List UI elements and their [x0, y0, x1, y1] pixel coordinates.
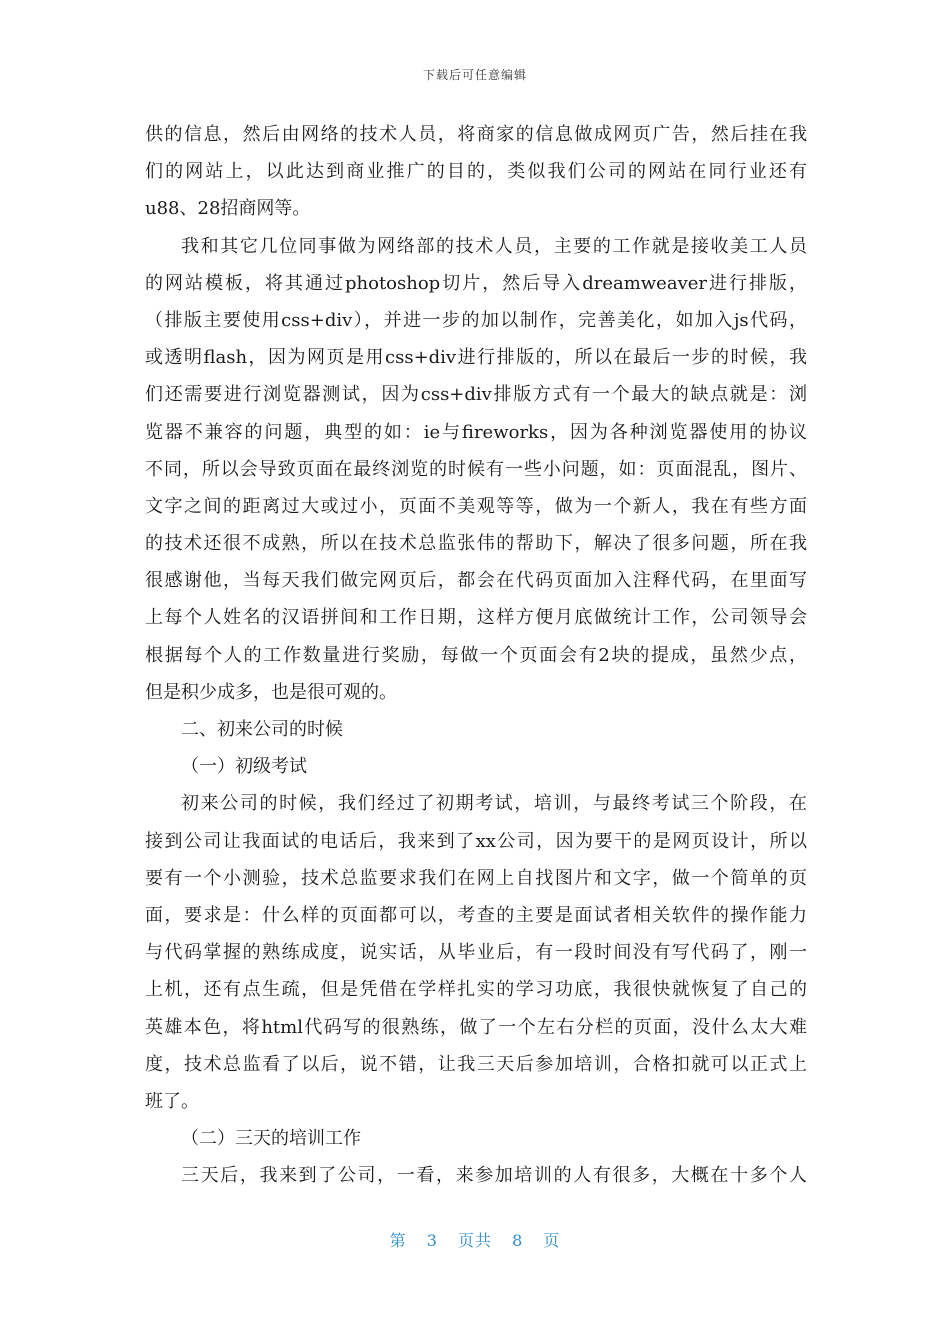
text-line: 根据每个人的工作数量进行奖励，每做一个页面会有2块的提成，虽然少点，: [145, 644, 807, 666]
text-line: 们的网站上，以此达到商业推广的目的，类似我们公司的网站在同行业还有: [145, 161, 807, 183]
text-line: （排版主要使用css+div），并进一步的加以制作，完善美化，如加入js代码，: [145, 309, 807, 331]
section-heading: 二、初来公司的时候: [181, 719, 343, 740]
text-line: 或透明flash，因为网页是用css+div进行排版的，所以在最后一步的时候，我: [145, 347, 807, 369]
page-header: 下载后可任意编辑: [422, 68, 527, 82]
total-page-number: 8: [512, 1231, 524, 1250]
text-line: 文字之间的距离过大或过小，页面不美观等等，做为一个新人，我在有些方面: [145, 495, 807, 517]
text-line: 的技术还很不成熟，所以在技术总监张伟的帮助下，解决了很多问题，所在我: [145, 533, 807, 555]
text-line: 初来公司的时候，我们经过了初期考试，培训，与最终考试三个阶段，在: [181, 793, 807, 815]
text-line: 要有一个小测验，技术总监要求我们在网上自找图片和文字，做一个简单的页: [145, 867, 807, 889]
text-line: 上机，还有点生疏，但是凭借在学样扎实的学习功底，我很快就恢复了自己的: [145, 979, 807, 1001]
text-line: 班了。: [145, 1090, 199, 1112]
current-page-number: 3: [426, 1231, 438, 1250]
text-line: 览器不兼容的问题，典型的如：ie与fireworks，因为各种浏览器使用的协议: [145, 421, 807, 443]
subsection-heading: （二）三天的培训工作: [181, 1128, 361, 1150]
text-line: 很感谢他，当每天我们做完网页后，都会在代码页面加入注释代码，在里面写: [145, 570, 807, 592]
footer-suffix: 页: [543, 1231, 561, 1250]
text-line: 供的信息，然后由网络的技术人员，将商家的信息做成网页广告，然后挂在我: [145, 124, 807, 145]
page-footer: [0, 1228, 950, 1251]
text-line: 但是积少成多，也是很可观的。: [145, 681, 397, 703]
text-line: 度，技术总监看了以后，说不错，让我三天后参加培训，合格扣就可以正式上: [145, 1053, 807, 1075]
subsection-heading: （一）初级考试: [181, 756, 307, 778]
text-line: u88、28招商网等。: [145, 198, 311, 220]
text-line: 我和其它几位同事做为网络部的技术人员，主要的工作就是接收美工人员: [181, 235, 807, 257]
text-line: 三天后，我来到了公司，一看，来参加培训的人有很多，大概在十多个人: [181, 1165, 807, 1187]
text-line: 与代码掌握的熟练成度，说实话，从毕业后，有一段时间没有写代码了，刚一: [145, 942, 807, 964]
text-line: 的网站模板，将其通过photoshop切片，然后导入dreamweaver进行排版，: [145, 272, 807, 294]
text-line: 接到公司让我面试的电话后，我来到了xx公司，因为要干的是网页设计，所以: [145, 830, 807, 852]
text-line: 上每个人姓名的汉语拼间和工作日期，这样方便月底做统计工作，公司领导会: [145, 607, 807, 629]
document-body: [145, 116, 807, 1194]
text-line: 面，要求是：什么样的页面都可以，考查的主要是面试者相关软件的操作能力: [145, 904, 807, 926]
text-line: 英雄本色，将html代码写的很熟练，做了一个左右分栏的页面，没什么太大难: [145, 1016, 807, 1038]
text-line: 不同，所以会导致页面在最终浏览的时候有一些小问题，如：页面混乱，图片、: [145, 458, 807, 480]
footer-prefix: 第: [389, 1231, 407, 1250]
text-line: 们还需要进行浏览器测试，因为css+div排版方式有一个最大的缺点就是：浏: [145, 384, 807, 406]
footer-middle: 页共: [457, 1231, 492, 1250]
